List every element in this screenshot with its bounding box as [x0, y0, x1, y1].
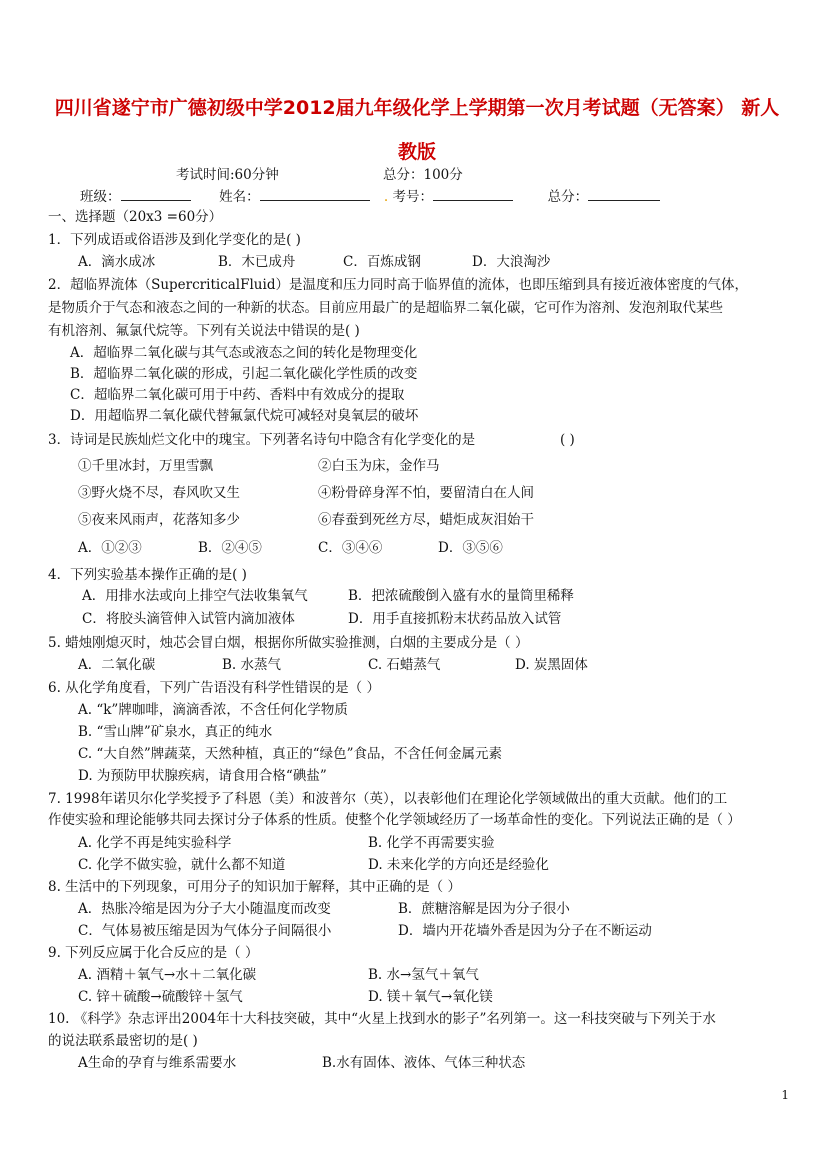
q1-option-d: D．大浪淘沙 — [472, 254, 551, 270]
q9-option-a: A. 酒精＋氧气→水＋二氧化碳 — [78, 967, 257, 983]
page-number: 1 — [781, 1088, 789, 1102]
q4-option-c: C．将胶头滴管伸入试管内滴加液体 — [82, 611, 295, 627]
section-heading: 一、选择题（20x3 =60分） — [48, 209, 223, 225]
q3-stem: 3．诗词是民族灿烂文化中的瑰宝。下列著名诗句中隐含有化学变化的是 — [48, 432, 476, 448]
document-title — [22, 86, 812, 174]
score-label: 总分： — [547, 189, 589, 205]
q2-option-d: D．用超临界二氧化碳代替氟氯代烷可减轻对臭氧层的破坏 — [70, 408, 419, 424]
q7-line-2: 作使实验和理论能够共同去探讨分子体系的性质。使整个化学领域经历了一场革命性的变化。下列说法正确的是（ ） — [48, 812, 741, 828]
q2-option-c: C．超临界二氧化碳可用于中药、香料中有效成分的提取 — [70, 387, 405, 403]
q7-line-1: 7. 1998年诺贝尔化学奖授予了科恩（美）和波普尔（英），以表彰他们在理论化学领域做出的重大贡献。他们的工 — [48, 791, 728, 807]
q4-stem: 4．下列实验基本操作正确的是( ) — [48, 567, 247, 583]
q3-poem-2: ②白玉为床，金作马 — [318, 458, 440, 474]
q8-stem: 8. 生活中的下列现象，可用分子的知识加于解释，其中正确的是（ ） — [48, 879, 461, 895]
q1-option-c: C．百炼成钢 — [343, 254, 421, 270]
q3-poem-4: ④粉骨碎身浑不怕，要留清白在人间 — [318, 485, 534, 501]
q3-poem-5: ⑤夜来风雨声，花落知多少 — [78, 512, 240, 528]
q5-stem: 5. 蜡烛刚熄灭时，烛芯会冒白烟，根据你所做实验推测，白烟的主要成分是（ ） — [48, 635, 529, 651]
q3-poem-3: ③野火烧不尽，春风吹又生 — [78, 485, 240, 501]
q3-poem-6: ⑥春蚕到死丝方尽，蜡炬成灰泪始干 — [318, 512, 534, 528]
q8-option-c: C．气体易被压缩是因为气体分子间隔很小 — [78, 923, 332, 939]
score-field[interactable] — [588, 187, 660, 201]
q7-option-c: C. 化学不做实验，就什么都不知道 — [78, 857, 286, 873]
q5-option-a: A．二氧化碳 — [78, 657, 156, 673]
q5-option-c: C. 石蜡蒸气 — [368, 657, 441, 673]
q1-stem: 1．下列成语或俗语涉及到化学变化的是( ) — [48, 232, 301, 248]
q10-line-1: 10. 《科学》杂志评出2004年十大科技突破，其中“火星上找到水的影子”名列第一。这一科技突破与下列关于水 — [48, 1011, 716, 1027]
name-field[interactable] — [260, 187, 370, 201]
q7-option-d: D. 未来化学的方向还是经验化 — [368, 857, 549, 873]
q9-option-c: C. 锌＋硫酸→硫酸锌＋氢气 — [78, 989, 243, 1005]
class-label: 班级： — [80, 189, 121, 205]
q3-option-b: B．②④⑤ — [198, 540, 262, 556]
q5-option-d: D. 炭黑固体 — [515, 657, 588, 673]
q10-option-b: B.水有固体、液体、气体三种状态 — [322, 1055, 526, 1071]
q8-option-d: D．墙内开花墙外香是因为分子在不断运动 — [398, 923, 652, 939]
q8-option-a: A．热胀冷缩是因为分子大小随温度而改变 — [78, 901, 331, 917]
q1-option-a: A．滴水成冰 — [78, 254, 156, 270]
q6-option-d: D. 为预防甲状腺疾病，请食用合格“碘盐” — [78, 768, 327, 784]
q5-option-b: B. 水蒸气 — [222, 657, 282, 673]
q2-option-a: A．超临界二氧化碳与其气态或液态之间的转化是物理变化 — [70, 345, 418, 361]
q3-option-c: C．③④⑥ — [318, 540, 383, 556]
q9-stem: 9. 下列反应属于化合反应的是（ ） — [48, 945, 259, 961]
q3-option-d: D．③⑤⑥ — [438, 540, 503, 556]
student-info-row — [80, 187, 660, 206]
q7-option-b: B. 化学不再需要实验 — [368, 835, 495, 851]
q2-line-2: 是物质介于气态和液态之间的一种新的状态。目前应用最广的是超临界二氧化碳，它可作为溶剂、发泡剂取代某些 — [48, 300, 723, 316]
q6-option-b: B. “雪山牌”矿泉水，真正的纯水 — [78, 724, 273, 740]
q3-poem-1: ①千里冰封，万里雪飘 — [78, 458, 213, 474]
q9-option-d: D. 镁＋氧气→氧化镁 — [368, 989, 493, 1005]
exam-no-label: 考号： — [392, 189, 433, 205]
q6-option-a: A. “k”牌咖啡，滴滴香浓，不含任何化学物质 — [78, 702, 348, 718]
exam-time: 考试时间:60分钟 — [176, 167, 279, 183]
q2-line-3: 有机溶剂、氟氯代烷等。下列有关说法中错误的是( ) — [48, 323, 360, 339]
dot-mark: . — [383, 189, 389, 205]
q6-stem: 6. 从化学角度看，下列广告语没有科学性错误的是（ ） — [48, 680, 380, 696]
q8-option-b: B．蔗糖溶解是因为分子很小 — [398, 901, 570, 917]
q7-option-a: A. 化学不再是纯实验科学 — [78, 835, 232, 851]
total-score: 总分：100分 — [383, 167, 463, 183]
q9-option-b: B. 水→氢气＋氧气 — [368, 967, 479, 983]
q10-line-2: 的说法联系最密切的是( ) — [48, 1033, 198, 1049]
class-field[interactable] — [121, 187, 191, 201]
q4-option-d: D．用手直接抓粉末状药品放入试管 — [348, 611, 562, 627]
q10-option-a: A生命的孕育与维系需要水 — [78, 1055, 237, 1071]
q3-answer-paren: ( ) — [560, 432, 575, 448]
title-line-1: 四川省遂宁市广德初级中学2012届九年级化学上学期第一次月考试题（无答案） 新人 — [54, 97, 780, 119]
q2-line-1: 2．超临界流体（SupercriticalFluid）是温度和压力同时高于临界值的流体，也即压缩到具有接近液体密度的气体， — [48, 277, 748, 293]
q6-option-c: C. “大自然”牌蔬菜，天然种植，真正的“绿色”食品，不含任何金属元素 — [78, 746, 503, 762]
q3-option-a: A．①②③ — [78, 540, 142, 556]
title-line-2: 教版 — [397, 141, 436, 163]
name-label: 姓名： — [219, 189, 260, 205]
exam-no-field[interactable] — [433, 187, 513, 201]
q4-option-b: B．把浓硫酸倒入盛有水的量筒里稀释 — [348, 588, 574, 604]
q2-option-b: B．超临界二氧化碳的形成，引起二氧化碳化学性质的改变 — [70, 366, 418, 382]
q1-option-b: B．木已成舟 — [218, 254, 296, 270]
q4-option-a: A．用排水法或向上排空气法收集氧气 — [82, 588, 308, 604]
